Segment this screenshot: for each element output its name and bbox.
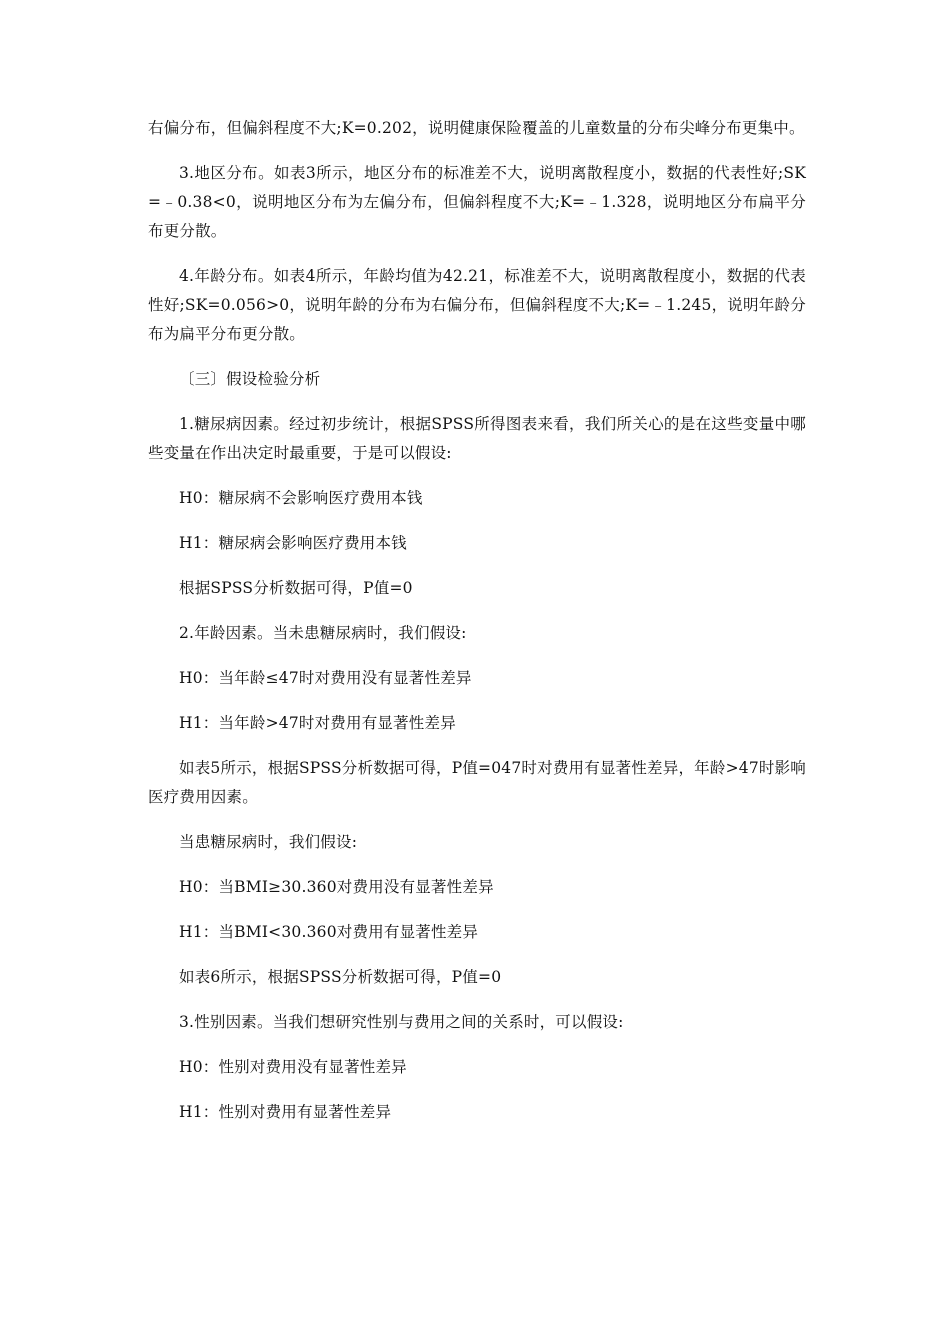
hypothesis-h0-bmi: H0：当BMI≥30.360对费用没有显著性差异 [179,878,494,896]
section-heading-hypothesis-testing: 〔三〕假设检验分析 [179,370,321,388]
hypothesis-h0-gender: H0：性别对费用没有显著性差异 [179,1058,407,1076]
hypothesis-h0-diabetes: H0：糖尿病不会影响医疗费用本钱 [179,489,423,507]
document-body [148,114,806,1143]
paragraph-gender-factor: 3.性别因素。当我们想研究性别与费用之间的关系时，可以假设: [179,1013,624,1031]
hypothesis-h1-age: H1：当年龄>47时对费用有显著性差异 [179,714,456,732]
hypothesis-h1-gender: H1：性别对费用有显著性差异 [179,1103,392,1121]
paragraph-region-distribution: 3.地区分布。如表3所示，地区分布的标准差不大，说明离散程度小，数据的代表性好;SK=﹣0.38<0，说明地区分布为左偏分布，但偏斜程度不大;K=﹣1.328，说明地区分布扁平分布更分散。 [148,164,806,240]
paragraph-diabetic-case: 当患糖尿病时，我们假设: [179,833,358,851]
paragraph-bmi-result: 如表6所示，根据SPSS分析数据可得，P值=0 [179,968,502,986]
paragraph-diabetes-p-value: 根据SPSS分析数据可得，P值=0 [179,579,413,597]
paragraph-age-factor: 2.年龄因素。当未患糖尿病时，我们假设: [179,624,467,642]
paragraph-skewness-continuation: 右偏分布，但偏斜程度不大;K=0.202，说明健康保险覆盖的儿童数量的分布尖峰分布更集中。 [148,119,805,137]
paragraph-age-result: 如表5所示，根据SPSS分析数据可得，P值=047时对费用有显著性差异，年龄>47时影响医疗费用因素。 [148,759,806,806]
hypothesis-h0-age: H0：当年龄≤47时对费用没有显著性差异 [179,669,472,687]
hypothesis-h1-bmi: H1：当BMI<30.360对费用有显著性差异 [179,923,479,941]
paragraph-age-distribution: 4.年龄分布。如表4所示，年龄均值为42.21，标准差不大，说明离散程度小，数据的代表性好;SK=0.056>0，说明年龄的分布为右偏分布，但偏斜程度不大;K=﹣1.245，说明年龄分布为扁平分布更分散。 [148,267,806,343]
paragraph-diabetes-factor: 1.糖尿病因素。经过初步统计，根据SPSS所得图表来看，我们所关心的是在这些变量中哪些变量在作出决定时最重要，于是可以假设: [148,415,806,462]
hypothesis-h1-diabetes: H1：糖尿病会影响医疗费用本钱 [179,534,407,552]
